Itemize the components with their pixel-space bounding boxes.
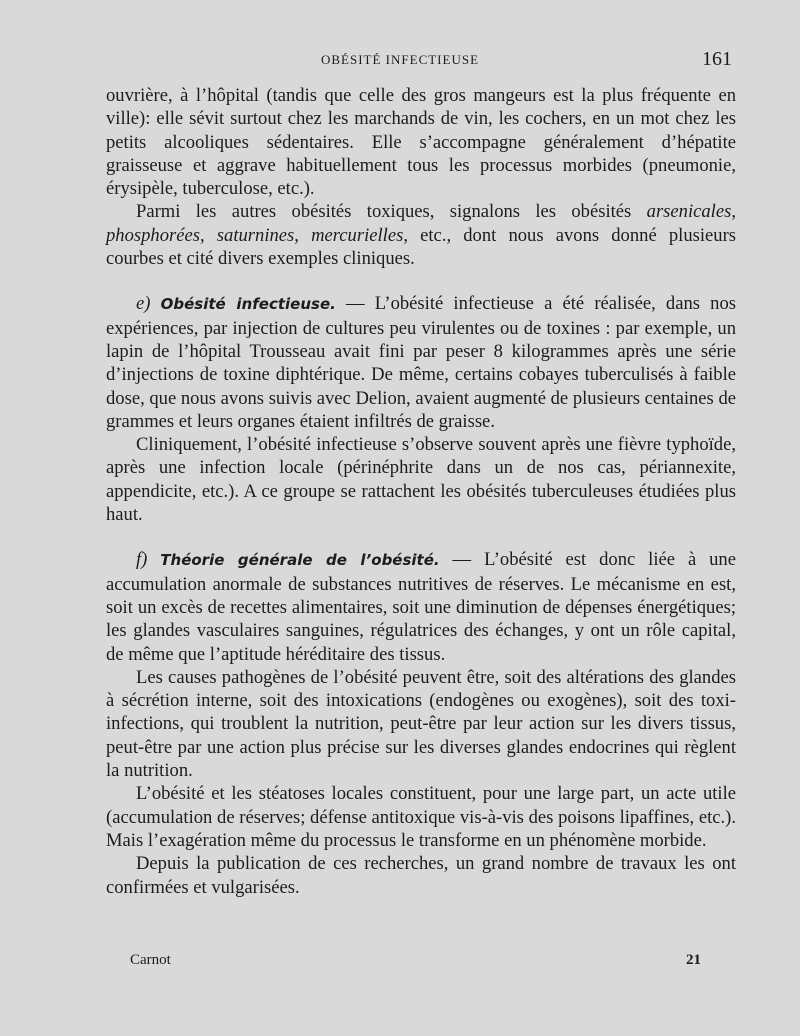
footer-author: Carnot xyxy=(130,952,171,968)
section-heading: Théorie générale de l’obésité. xyxy=(160,551,440,570)
signature-mark: 21 xyxy=(686,952,701,968)
section-label: f) xyxy=(136,549,148,571)
body-text xyxy=(106,84,736,899)
paragraph-local-steatoses: L’obésité et les stéatoses locales constituent, pour une large part, un acte utile (accumulation de réserves; défense antitoxique vis-à-vis des poisons lipaffines, etc.). Mais l’exagération même du processus le transforme en un phénomène morbide. xyxy=(106,783,736,851)
section-e-infectious-obesity: e) Obésité infectieuse. — L’obésité infectieuse a été réalisée, dans nos expériences, par injection de cultures peu virulentes ou de toxines : par exemple, un lapin de l’hôpital Trousseau avait fini par peser 8 kilogrammes après une série d’injections de toxine diphtérique. De même, certains cobayes tuberculisés à faible dose, que nous avons suivis avec Delion, avaient augmenté de plusieurs centaines de grammes et leurs organes étaient infiltrés de graisse. xyxy=(106,293,736,432)
section-label: e) xyxy=(136,293,151,315)
section-f-general-theory: f) Théorie générale de l’obésité. — L’obésité est donc liée à une accumulation anormale de substances nutritives de réserves. Le mécanisme en est, soit un excès de recettes alimentaires, soit une diminution de dépenses énergétiques; les glandes vasculaires sanguines, régulatrices des échanges, y ont un rôle capital, de même que l’aptitude héréditaire des tissus. xyxy=(106,549,736,665)
paragraph-publication: Depuis la publication de ces recherches, un grand nombre de travaux les ont confirmées et vulgarisées. xyxy=(106,853,736,898)
section-heading: Obésité infectieuse. xyxy=(160,295,336,314)
term-mercurielles: mercurielles xyxy=(311,224,404,246)
paragraph-toxic-obesities: Parmi les autres obésités toxiques, signalons les obésités arsenicales, phosphorées, saturnines, mercurielles, etc., dont nous avons donné plusieurs courbes et cité divers exemples cliniques. xyxy=(106,201,736,270)
paragraph-clinical: Cliniquement, l’obésité infectieuse s’observe souvent après une fièvre typhoïde, après une infection locale (périnéphrite dans un de nos cas, périannexite, appendicite, etc.). A ce groupe se rattachent les obésités tuberculeuses étudiées plus haut. xyxy=(106,434,736,526)
page-number: 161 xyxy=(702,48,732,70)
term-phosphorees: phosphorées xyxy=(106,224,200,246)
paragraph-continuation: ouvrière, à l’hôpital (tandis que celle des gros mangeurs est la plus fréquente en ville): elle sévit surtout chez les marchands de vin, les cochers, en un mot chez les petits alcooliques sédentaires. Elle s’accompagne généralement d’hépatite graisseuse et aggrave habituellement tous les processus morbides (pneumonie, érysipèle, tuberculose, etc.). xyxy=(106,85,736,200)
paragraph-pathogenic-causes: Les causes pathogènes de l’obésité peuvent être, soit des altérations des glandes à sécrétion interne, soit des intoxications (endogènes ou exogènes), soit des toxi-infections, qui troublent la nutrition, peut-être par leur action sur les divers tissus, peut-être par une action plus précise sur les diverses glandes endocrines qui règlent la nutrition. xyxy=(106,666,736,782)
running-title: OBÉSITÉ INFECTIEUSE xyxy=(320,52,480,67)
term-arsenicales: arsenicales xyxy=(646,201,732,223)
term-saturnines: saturnines xyxy=(216,224,295,246)
